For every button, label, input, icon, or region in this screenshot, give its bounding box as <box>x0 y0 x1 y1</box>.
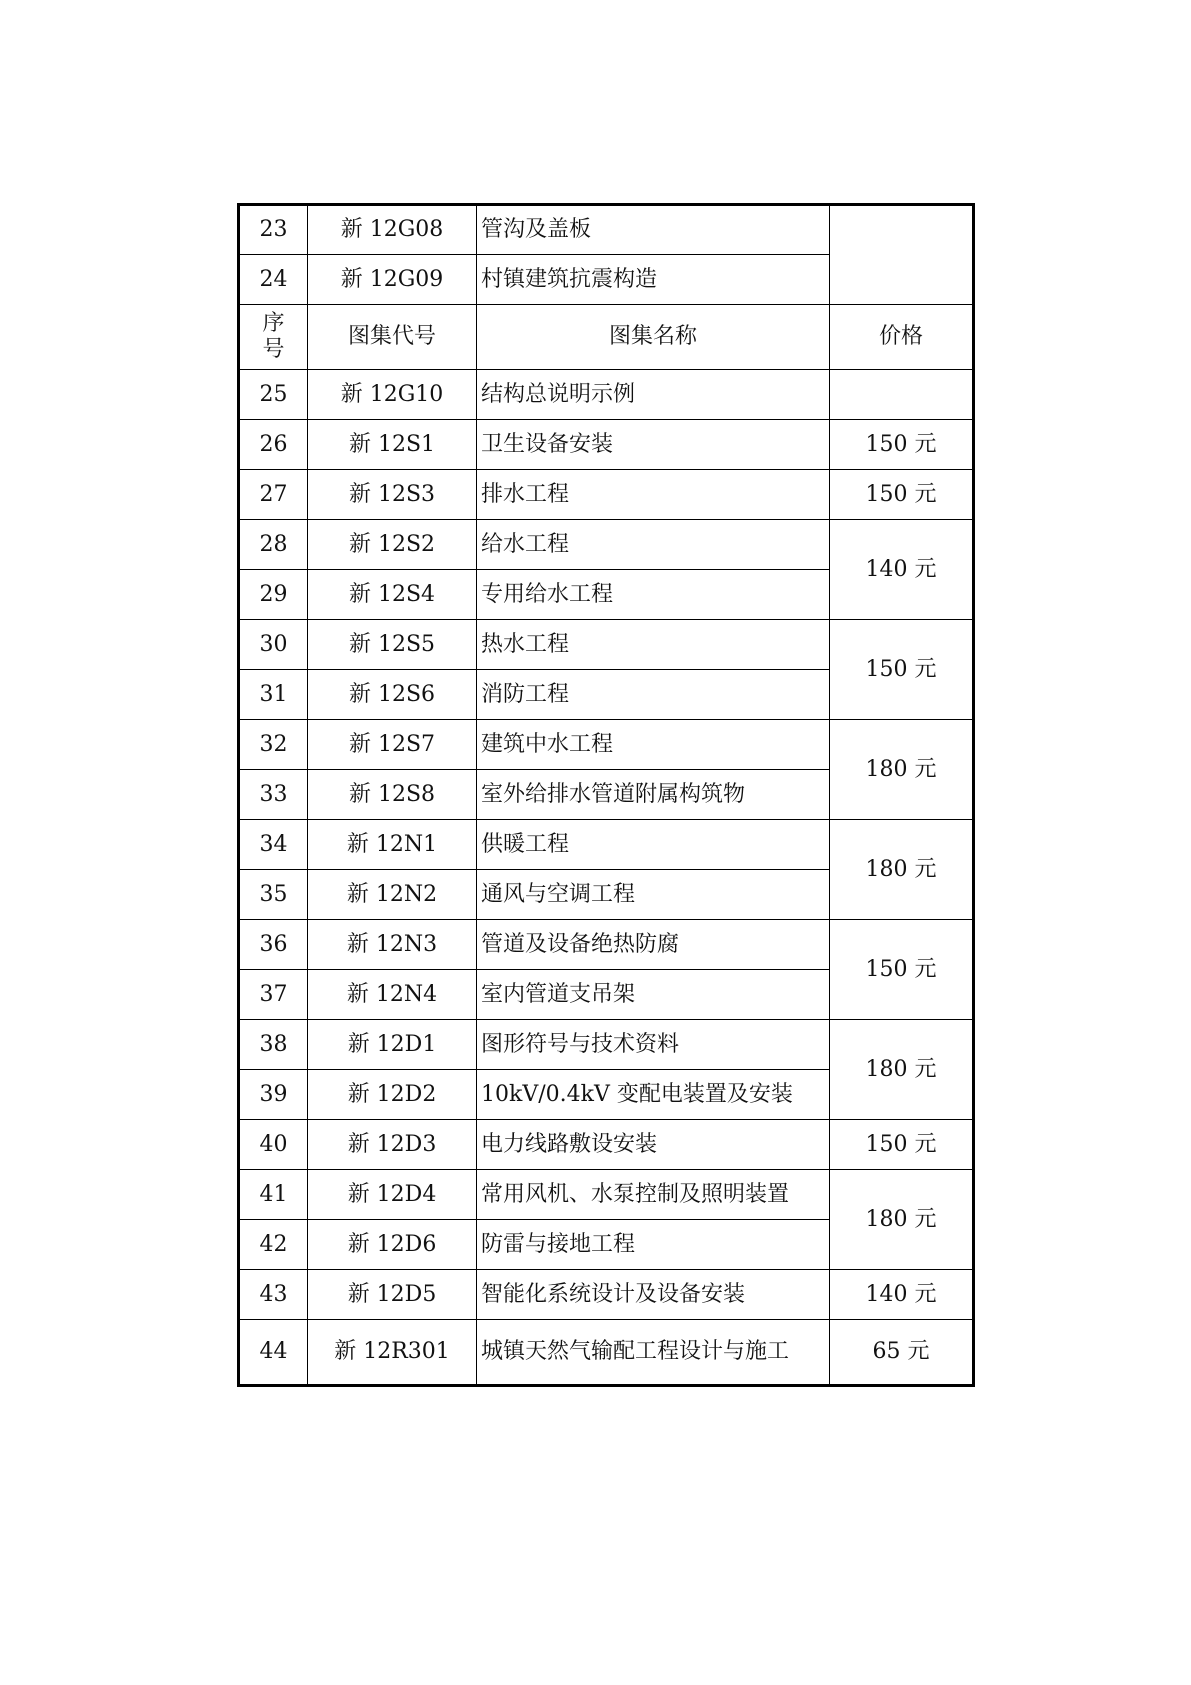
price-value: 140 元 <box>830 520 974 620</box>
atlas-code: 新 12S5 <box>308 620 477 670</box>
atlas-code: 新 12G09 <box>308 255 477 305</box>
row-number: 33 <box>239 770 308 820</box>
table-row <box>239 520 974 570</box>
atlas-name: 结构总说明示例 <box>477 370 830 420</box>
atlas-code: 新 12G08 <box>308 205 477 255</box>
atlas-code: 新 12S1 <box>308 420 477 470</box>
table-row <box>239 370 974 420</box>
row-number: 31 <box>239 670 308 720</box>
atlas-name: 建筑中水工程 <box>477 720 830 770</box>
atlas-name: 排水工程 <box>477 470 830 520</box>
atlas-code: 新 12S7 <box>308 720 477 770</box>
price-value: 65 元 <box>830 1320 974 1386</box>
row-number: 30 <box>239 620 308 670</box>
price-value: 150 元 <box>830 1120 974 1170</box>
atlas-name: 专用给水工程 <box>477 570 830 620</box>
atlas-name: 消防工程 <box>477 670 830 720</box>
atlas-code: 新 12S8 <box>308 770 477 820</box>
table-row <box>239 470 974 520</box>
table-row <box>239 920 974 970</box>
table-row <box>239 1170 974 1220</box>
row-number: 36 <box>239 920 308 970</box>
header-seq <box>239 305 308 370</box>
atlas-code: 新 12D6 <box>308 1220 477 1270</box>
price-table <box>237 203 975 1387</box>
atlas-name: 常用风机、水泵控制及照明装置 <box>477 1170 830 1220</box>
atlas-code: 新 12D1 <box>308 1020 477 1070</box>
row-number: 41 <box>239 1170 308 1220</box>
price-value: 150 元 <box>830 420 974 470</box>
header-price: 价格 <box>830 305 974 370</box>
atlas-code: 新 12D5 <box>308 1270 477 1320</box>
table-row <box>239 420 974 470</box>
atlas-code: 新 12D2 <box>308 1070 477 1120</box>
table-row <box>239 1270 974 1320</box>
atlas-code: 新 12D4 <box>308 1170 477 1220</box>
atlas-code: 新 12N2 <box>308 870 477 920</box>
atlas-code: 新 12S4 <box>308 570 477 620</box>
atlas-name: 城镇天然气输配工程设计与施工 <box>477 1320 830 1386</box>
row-number: 37 <box>239 970 308 1020</box>
table-row <box>239 205 974 255</box>
price-value: 180 元 <box>830 720 974 820</box>
row-number: 43 <box>239 1270 308 1320</box>
row-number: 28 <box>239 520 308 570</box>
atlas-code: 新 12N4 <box>308 970 477 1020</box>
atlas-name: 管沟及盖板 <box>477 205 830 255</box>
row-number: 40 <box>239 1120 308 1170</box>
atlas-code: 新 12R301 <box>308 1320 477 1386</box>
row-number: 26 <box>239 420 308 470</box>
price-value: 180 元 <box>830 1020 974 1120</box>
table-row <box>239 1120 974 1170</box>
atlas-name: 电力线路敷设安装 <box>477 1120 830 1170</box>
atlas-name: 热水工程 <box>477 620 830 670</box>
atlas-name: 村镇建筑抗震构造 <box>477 255 830 305</box>
atlas-name: 10kV/0.4kV 变配电装置及安装 <box>477 1070 830 1120</box>
atlas-name: 供暖工程 <box>477 820 830 870</box>
price-cell-empty <box>830 370 974 420</box>
row-number: 25 <box>239 370 308 420</box>
row-number: 35 <box>239 870 308 920</box>
atlas-code: 新 12N3 <box>308 920 477 970</box>
row-number: 44 <box>239 1320 308 1386</box>
atlas-code: 新 12S3 <box>308 470 477 520</box>
table-row <box>239 620 974 670</box>
atlas-code: 新 12N1 <box>308 820 477 870</box>
price-value: 180 元 <box>830 1170 974 1270</box>
atlas-name: 卫生设备安装 <box>477 420 830 470</box>
table-row <box>239 820 974 870</box>
atlas-name: 通风与空调工程 <box>477 870 830 920</box>
table-row <box>239 1020 974 1070</box>
row-number: 29 <box>239 570 308 620</box>
atlas-name: 防雷与接地工程 <box>477 1220 830 1270</box>
atlas-code: 新 12G10 <box>308 370 477 420</box>
table-row <box>239 1320 974 1386</box>
row-number: 24 <box>239 255 308 305</box>
price-value: 150 元 <box>830 920 974 1020</box>
price-value: 180 元 <box>830 820 974 920</box>
row-number: 23 <box>239 205 308 255</box>
price-value: 150 元 <box>830 620 974 720</box>
price-cell-empty <box>830 205 974 305</box>
atlas-name: 智能化系统设计及设备安装 <box>477 1270 830 1320</box>
row-number: 27 <box>239 470 308 520</box>
price-value: 150 元 <box>830 470 974 520</box>
row-number: 32 <box>239 720 308 770</box>
price-value: 140 元 <box>830 1270 974 1320</box>
atlas-name: 室内管道支吊架 <box>477 970 830 1020</box>
header-code: 图集代号 <box>308 305 477 370</box>
atlas-name: 室外给排水管道附属构筑物 <box>477 770 830 820</box>
table-header-row <box>239 305 974 370</box>
atlas-name: 图形符号与技术资料 <box>477 1020 830 1070</box>
row-number: 39 <box>239 1070 308 1120</box>
atlas-code: 新 12D3 <box>308 1120 477 1170</box>
atlas-code: 新 12S2 <box>308 520 477 570</box>
row-number: 38 <box>239 1020 308 1070</box>
header-name: 图集名称 <box>477 305 830 370</box>
header-seq-label: 序号 <box>262 311 285 362</box>
row-number: 42 <box>239 1220 308 1270</box>
atlas-code: 新 12S6 <box>308 670 477 720</box>
atlas-name: 管道及设备绝热防腐 <box>477 920 830 970</box>
atlas-name: 给水工程 <box>477 520 830 570</box>
row-number: 34 <box>239 820 308 870</box>
table-row <box>239 720 974 770</box>
